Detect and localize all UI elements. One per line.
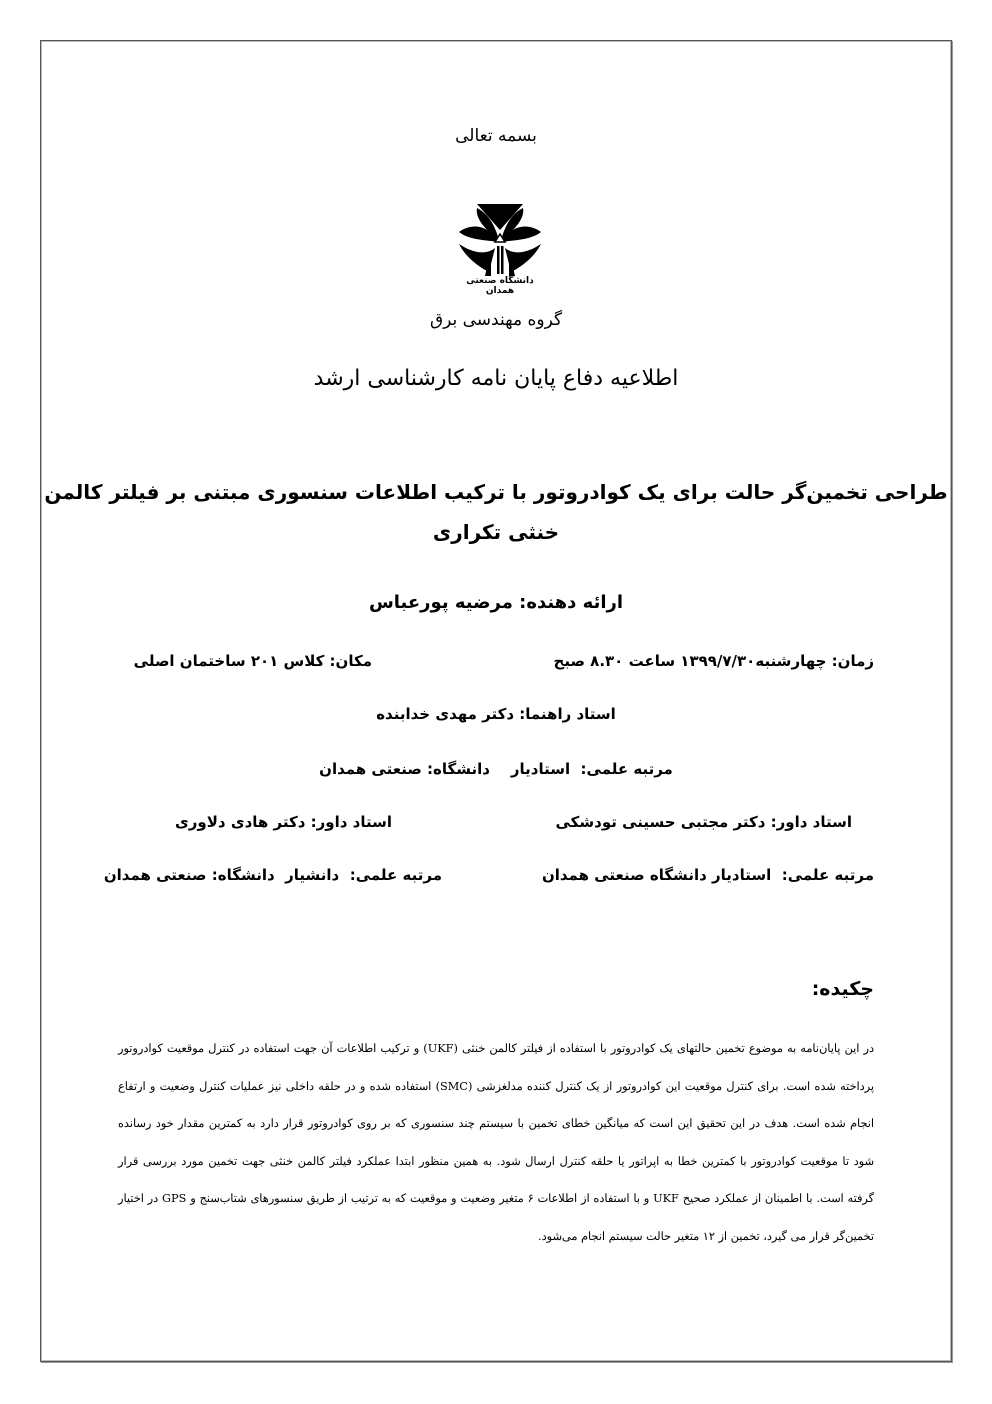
logo-caption: دانشگاه صنعتی همدان <box>466 276 534 296</box>
abstract-heading: چکیده: <box>811 978 874 1000</box>
referee-1-rank: مرتبه علمی: استادیار دانشگاه صنعتی همدان <box>541 866 874 884</box>
abstract-body <box>118 1030 874 1255</box>
department-name: گروه مهندسی برق <box>429 310 563 330</box>
referee-2-rank: مرتبه علمی: دانشیار دانشگاه: صنعتی همدان <box>103 866 442 884</box>
thesis-title-line-1: طراحی تخمین‌گر حالت برای یک کوادروتور با ترکیب اطلاعات سنسوری مبتنی بر فیلتر کالمن <box>44 480 948 504</box>
defense-place: مکان: کلاس ۲۰۱ ساختمان اصلی <box>133 652 372 670</box>
supervisor-rank: مرتبه علمی: استادیار دانشگاه: صنعتی همدان <box>319 760 673 778</box>
abstract-text: در این پایان‌نامه به موضوع تخمین حالتهای یک کوادروتور با استفاده از فیلتر کالمن خنثی (UKF) و ترکیب اطلاعات آن جهت استفاده در کنترل موقعیت کوادروتور پرداخته شده است. برای کنترل موقعیت این کوادروتور از یک کنترل کننده مدلغزشی (SMC) استفاده شده و در حلقه داخلی نیز عملیات کنترل وضعیت و ارتفاع انجام شده است. هدف در این تحقیق این است که میانگین خطای تخمین با سیستم چند سنسوری که بر روی کوادروتور قرار دارد به کمترین مقدار خود رسانده شود تا موقعیت کوادروتور با کمترین خطا به اپراتور یا حلقه کنترل ارسال شود. به همین منظور ابتدا عملکرد فیلتر کالمن خنثی جهت تخمین مورد بررسی قرار گرفته است. با اطمینان از عملکرد صحیح UKF و با استفاده از اطلاعات ۶ متغیر وضعیت و موقعیت که به ترتیب از طریق سنسورهای شتاب‌سنج و GPS در اختیار تخمین‌گر قرار می گیرد، تخمین از ۱۲ متغیر حالت سیستم انجام می‌شود. <box>118 1042 874 1243</box>
notice-title: اطلاعیه دفاع پایان نامه کارشناسی ارشد <box>313 366 679 391</box>
bismillah-heading: بسمه تعالی <box>455 126 537 146</box>
presenter: ارائه دهنده: مرضیه پورعباس <box>368 592 624 613</box>
thesis-title-line-2: خنثی تکراری <box>432 520 560 544</box>
supervisor: استاد راهنما: دکتر مهدی خدابنده <box>376 705 616 723</box>
referee-2-name: استاد داور: دکتر هادی دلاوری <box>175 813 392 831</box>
referee-1-name: استاد داور: دکتر مجتبی حسینی تودشکی <box>555 813 852 831</box>
defense-time: زمان: چهارشنبه۱۳۹۹/۷/۳۰ ساعت ۸.۳۰ صبح <box>553 652 874 670</box>
